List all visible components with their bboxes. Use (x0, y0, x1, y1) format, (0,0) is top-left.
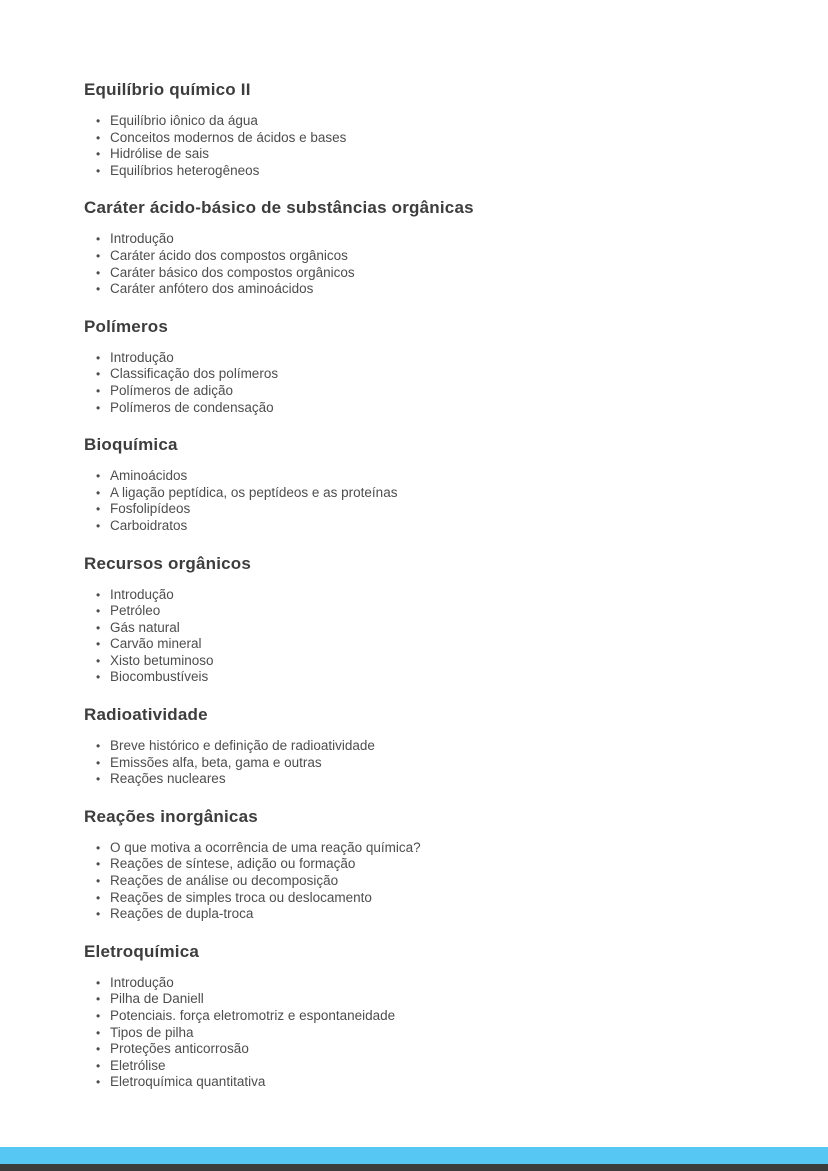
section-radioatividade (84, 705, 768, 788)
list-item: • Equilíbrio iônico da água (96, 113, 768, 130)
section-title: Polímeros (84, 316, 168, 336)
list-item: • Reações de dupla-troca (96, 906, 768, 923)
list-item: • Caráter anfótero dos aminoácidos (96, 281, 768, 298)
list-item: • Reações de simples troca ou deslocamento (96, 890, 768, 907)
list-item: • Gás natural (96, 620, 768, 637)
list-item: • Tipos de pilha (96, 1025, 768, 1042)
topic-list (84, 840, 768, 923)
section-title: Reações inorgânicas (84, 806, 258, 826)
list-item: • Introdução (96, 350, 768, 367)
list-item: • Reações de análise ou decomposição (96, 873, 768, 890)
topic-list (84, 975, 768, 1091)
list-item: • Caráter básico dos compostos orgânicos (96, 265, 768, 282)
topic-list (84, 738, 768, 788)
list-item: • Emissões alfa, beta, gama e outras (96, 755, 768, 772)
list-item: • Aminoácidos (96, 468, 768, 485)
section-title: Radioatividade (84, 705, 208, 725)
section-bioquimica (84, 435, 768, 534)
list-item: • Conceitos modernos de ácidos e bases (96, 130, 768, 147)
section-carater-acido-basico (84, 198, 768, 297)
section-title: Equilíbrio químico II (84, 80, 251, 99)
section-eletroquimica (84, 942, 768, 1091)
section-title: Bioquímica (84, 435, 178, 455)
section-polimeros (84, 317, 768, 416)
list-item: • Classificação dos polímeros (96, 366, 768, 383)
list-item: • Reações nucleares (96, 771, 768, 788)
topic-list (84, 468, 768, 534)
list-item: • Potenciais. força eletromotriz e espontaneidade (96, 1008, 768, 1025)
list-item: • A ligação peptídica, os peptídeos e as proteínas (96, 485, 768, 502)
list-item: • Polímeros de condensação (96, 400, 768, 417)
topic-list (84, 113, 768, 179)
list-item: • Caráter ácido dos compostos orgânicos (96, 248, 768, 265)
footer-accent-bar (0, 1147, 828, 1164)
topic-list (84, 350, 768, 416)
list-item: • Eletrólise (96, 1058, 768, 1075)
list-item: • Biocombustíveis (96, 669, 768, 686)
list-item: • Introdução (96, 587, 768, 604)
footer-dark-bar (0, 1164, 828, 1171)
list-item: • Carvão mineral (96, 636, 768, 653)
section-recursos-organicos (84, 554, 768, 687)
list-item: • Breve histórico e definição de radioatividade (96, 738, 768, 755)
section-title: Caráter ácido-básico de substâncias orgânicas (84, 198, 474, 218)
list-item: • O que motiva a ocorrência de uma reação química? (96, 840, 768, 857)
section-title: Eletroquímica (84, 941, 200, 961)
section-title: Recursos orgânicos (84, 553, 252, 573)
list-item: • Xisto betuminoso (96, 653, 768, 670)
section-equilibrio-quimico-ii (84, 80, 768, 179)
list-item: • Petróleo (96, 603, 768, 620)
section-reacoes-inorganicas (84, 807, 768, 923)
list-item: • Polímeros de adição (96, 383, 768, 400)
list-item: • Proteções anticorrosão (96, 1041, 768, 1058)
topic-list (84, 231, 768, 297)
list-item: • Introdução (96, 231, 768, 248)
list-item: • Eletroquímica quantitativa (96, 1074, 768, 1091)
list-item: • Reações de síntese, adição ou formação (96, 856, 768, 873)
list-item: • Equilíbrios heterogêneos (96, 163, 768, 180)
list-item: • Carboidratos (96, 518, 768, 535)
list-item: • Pilha de Daniell (96, 991, 768, 1008)
topic-list (84, 587, 768, 687)
list-item: • Hidrólise de sais (96, 146, 768, 163)
list-item: • Introdução (96, 975, 768, 992)
list-item: • Fosfolipídeos (96, 501, 768, 518)
